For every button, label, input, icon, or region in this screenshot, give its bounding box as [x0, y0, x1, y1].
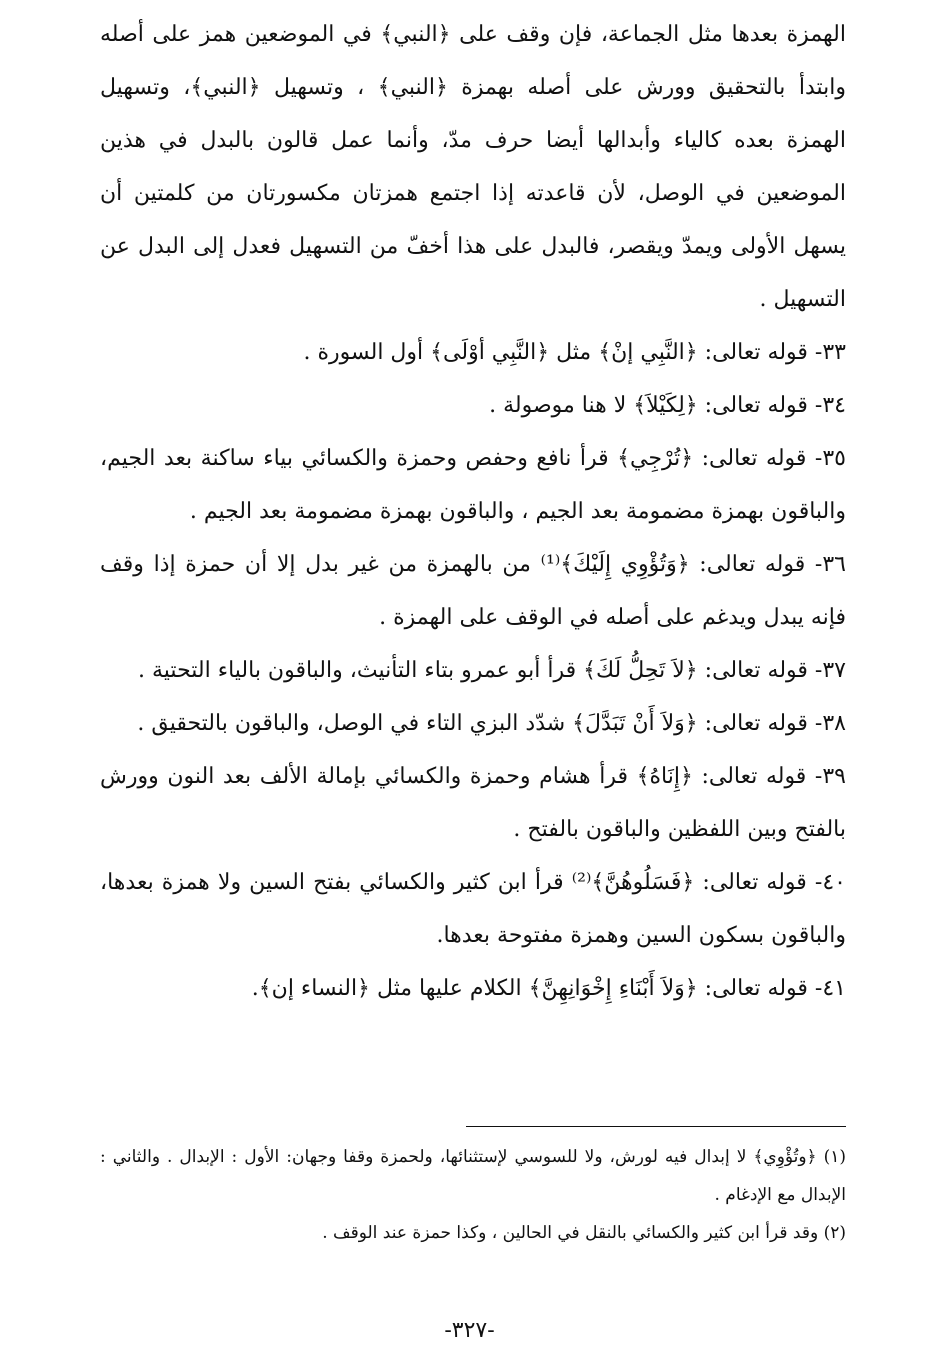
paragraph-36: ٣٦- قوله تعالى: ﴿وَتُؤْوِي إِلَيْكَ﴾⁽¹⁾ من بالهمزة من غير بدل إلا أن حمزة إذا وقف فإنه يبدل ويدغم على أصله في الوقف على الهمزة .: [100, 552, 846, 630]
footnote-2: (٢) وقد قرأ ابن كثير والكسائي بالنقل في الحالين ، وكذا حمزة عند الوقف .: [322, 1223, 846, 1243]
main-text: [100, 8, 846, 1015]
paragraph-continuation: الهمزة بعدها مثل الجماعة، فإن وقف على ﴿النبي﴾ في الموضعين همز على أصله وابتدأ بالتحقيق وورش على أصله بهمزة ﴿النبي﴾ ، وتسهيل ﴿النبي﴾، وتسهيل الهمزة بعده كالياء وأبدالها أيضا حرف مدّ، وأنما عمل قالون بالبدل في هذين الموضعين في الوصل، لأن قاعدته إذا اجتمع همزتان مكسورتان من كلمتين أن يسهل الأولى ويمدّ ويقصر، فالبدل على هذا أخفّ من التسهيل فعدل إلى البدل عن التسهيل .: [100, 22, 846, 312]
paragraph-39: ٣٩- قوله تعالى: ﴿إِنَاهُ﴾ قرأ هشام وحمزة والكسائي بإمالة الألف بعد النون وورش بالفتح وبين اللفظين والباقون بالفتح .: [100, 764, 846, 842]
paragraph-40: ٤٠- قوله تعالى: ﴿فَسَلُوهُنَّ﴾⁽²⁾ قرأ ابن كثير والكسائي بفتح السين ولا همزة بعدها، والباقون بسكون السين وهمزة مفتوحة بعدها.: [100, 870, 846, 948]
paragraph-35: ٣٥- قوله تعالى: ﴿تُرْجِي﴾ قرأ نافع وحفص وحمزة والكسائي بياء ساكنة بعد الجيم، والباقون بهمزة مضمومة بعد الجيم ، والباقون بهمزة مضمومة بعد الجيم .: [100, 446, 846, 524]
paragraph-37: ٣٧- قوله تعالى: ﴿لاَ تَحِلُّ لَكَ﴾ قرأ أبو عمرو بتاء التأنيث، والباقون بالياء التحتية .: [138, 658, 846, 683]
paragraph-34: ٣٤- قوله تعالى: ﴿لِكَيْلاَ﴾ لا هنا موصولة .: [489, 393, 846, 418]
paragraph-38: ٣٨- قوله تعالى: ﴿وَلاَ أَنْ تَبَدَّلَ﴾ شدّد البزي التاء في الوصل، والباقون بالتحقيق .: [137, 711, 846, 736]
footnote-divider: [466, 1126, 846, 1127]
footnotes: [100, 1138, 846, 1252]
paragraph-41: ٤١- قوله تعالى: ﴿وَلاَ أَبْنَاءِ إِخْوَانِهِنَّ﴾ الكلام عليها مثل ﴿النساء إن﴾.: [251, 976, 846, 1001]
paragraph-33: ٣٣- قوله تعالى: ﴿النَّبِي إنْ﴾ مثل ﴿النَّبِي أوْلَى﴾ أول السورة .: [303, 340, 846, 365]
footnote-1: (١) ﴿وتُؤْوِي﴾ لا إبدال فيه لورش، ولا للسوسي لإستثنائها، ولحمزة وقفا وجهان: الأول : الإبدال . والثاني : الإبدال مع الإدغام .: [100, 1147, 846, 1205]
page-body: [100, 8, 846, 1015]
page-number: -٣٢٧-: [444, 1318, 495, 1343]
